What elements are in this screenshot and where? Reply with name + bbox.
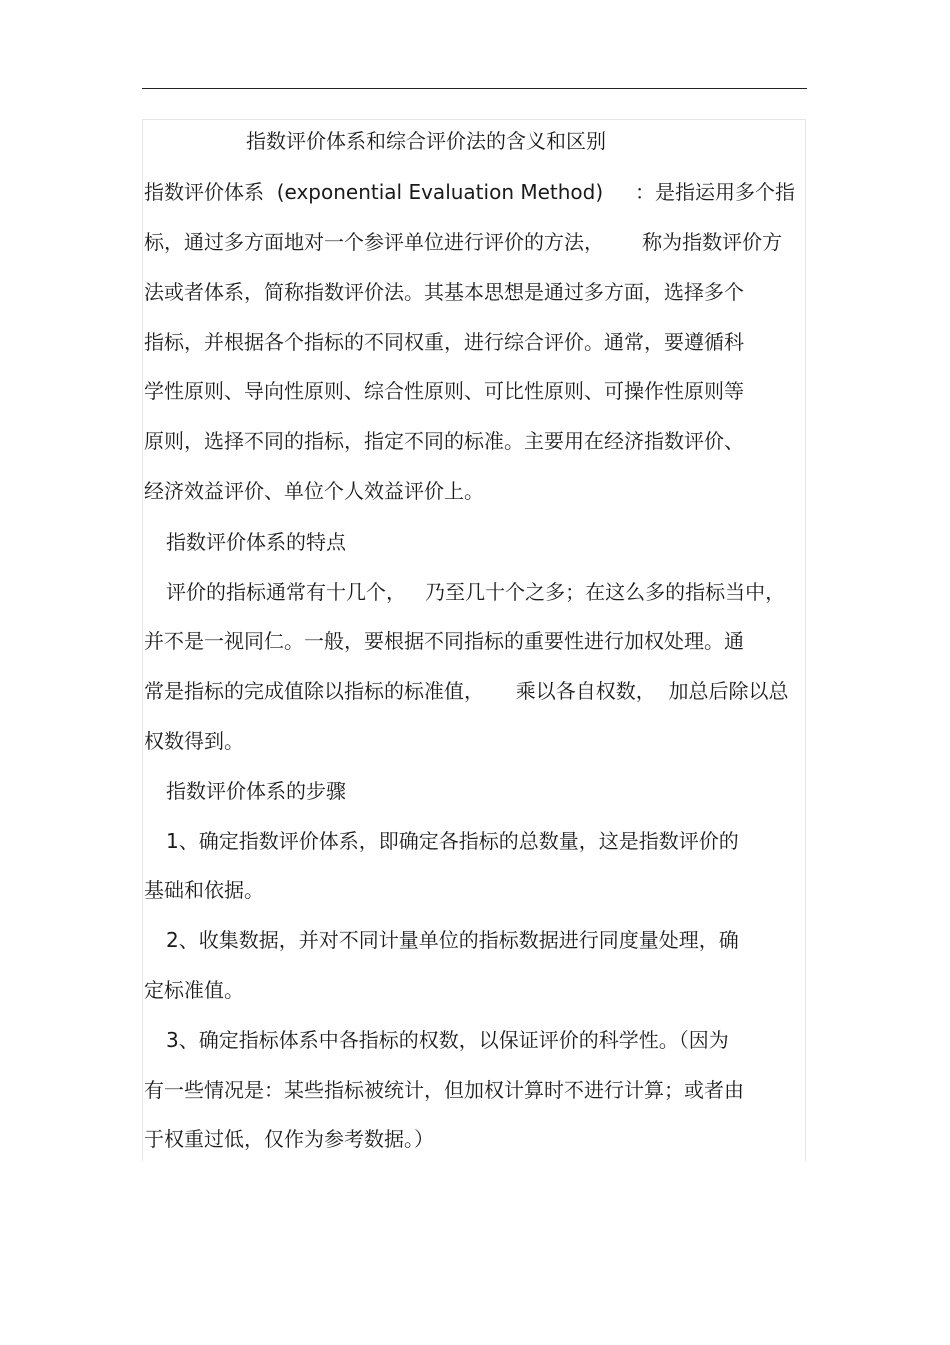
- step-line: 定标准值。: [144, 978, 244, 1002]
- header-rule: [142, 88, 807, 89]
- paragraph-line: 指数评价体系 (exponential Evaluation Method) ：是指运用多个指: [144, 180, 795, 204]
- paragraph-line: 经济效益评价、单位个人效益评价上。: [144, 479, 484, 503]
- paragraph-line: 标，通过多方面地对一个参评单位进行评价的方法， 称为指数评价方: [144, 230, 783, 254]
- paragraph-line: 学性原则、导向性原则、综合性原则、可比性原则、可操作性原则等: [144, 379, 744, 403]
- section-heading-steps: 指数评价体系的步骤: [166, 779, 346, 803]
- step-line: 有一些情况是：某些指标被统计，但加权计算时不进行计算；或者由: [144, 1078, 744, 1102]
- paragraph-line: 评价的指标通常有十几个， 乃至几十个之多；在这么多的指标当中，: [166, 580, 786, 604]
- step-line: 2、收集数据，并对不同计量单位的指标数据进行同度量处理，确: [166, 928, 739, 952]
- step-line: 1、确定指数评价体系，即确定各指标的总数量，这是指数评价的: [166, 829, 739, 853]
- paragraph-line: 原则，选择不同的指标，指定不同的标准。主要用在经济指数评价、: [144, 429, 744, 453]
- paragraph-line: 指标，并根据各个指标的不同权重，进行综合评价。通常，要遵循科: [144, 330, 744, 354]
- step-line: 于权重过低，仅作为参考数据。）: [144, 1127, 434, 1151]
- paragraph-line: 常是指标的完成值除以指标的标准值， 乘以各自权数， 加总后除以总: [144, 679, 789, 703]
- step-line: 3、确定指标体系中各指标的权数，以保证评价的科学性。（因为: [166, 1028, 729, 1052]
- paragraph-line: 权数得到。: [144, 729, 244, 753]
- paragraph-line: 并不是一视同仁。一般，要根据不同指标的重要性进行加权处理。通: [144, 629, 744, 653]
- paragraph-line: 法或者体系，简称指数评价法。其基本思想是通过多方面，选择多个: [144, 280, 744, 304]
- document-title: 指数评价体系和综合评价法的含义和区别: [246, 129, 606, 153]
- section-heading-features: 指数评价体系的特点: [166, 530, 346, 554]
- step-line: 基础和依据。: [144, 878, 264, 902]
